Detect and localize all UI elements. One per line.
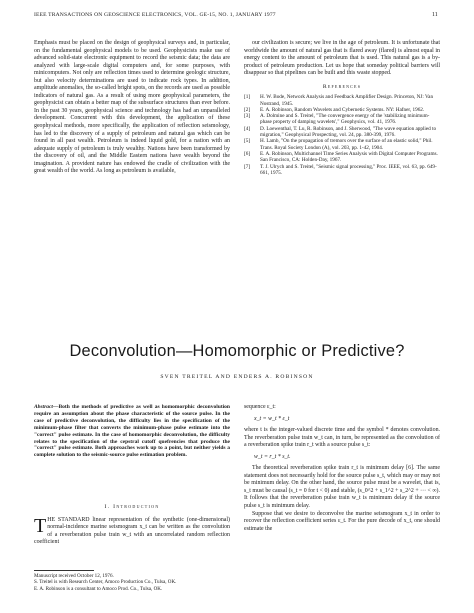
footnote: S. Treitel is with Research Center, Amoco Production Co., Tulsa, OK. [34, 579, 177, 586]
article-authors: SVEN TREITEL AND ENDERS A. ROBINSON [160, 374, 314, 380]
reference-text: E. A. Robinson, Multichannel Time Series Analysis with Digital Computer Programs. San Francisco, CA: Holden-Day, 1967. [260, 150, 438, 164]
reference-text: E. A. Robinson, Random Wavelets and Cybernetic Systems. NY: Hafner, 1962. [260, 106, 425, 113]
footnote-rule [34, 570, 94, 571]
reference-item [244, 151, 440, 164]
abstract-text: —Both the methods of predictive as well as homomorphic deconvolution require an assumption about the phase characteristic of the source pulse. In the case of predictive deconvolution, the difficulty lies in the specification of the minimum-phase filter that converts the minimum-phase pulse estimate into the "correct" pulse estimate. In the case of homomorphic deconvolution, the difficulty relates to the specification of the cepstral cutoff quefrencies that produce the "correct" pulse estimate. Both approaches work up to a point, but neither yields a complete solution to the seismic-source pulse estimation problem. [34, 404, 230, 459]
abstract-paragraph [34, 404, 230, 459]
reference-number: [1] [244, 94, 251, 101]
reference-text: A. Dolmine and S. Treitel, "The convergence energy of the 'stabilizing minimum-phase property of damping wavelets'," Geophysics, vol. 41, 1976. [260, 113, 430, 126]
paragraph: Emphasis must be placed on the design of geophysical surveys and, in particular, on the fundamental geophysical models to be used. Geophysicists make use of advanced solid-state electronic equipment to record the seismic data; the data are analyzed with large-scale digital computers and, for some purposes, with minicomputers. Not only are reflection times used to determine geologic structure, but also velocity determinations are used to indicate rock types. In addition, amplitude anomalies, the so-called bright spots, on the records are used as possible indicators of natural gas. As a result of using more geophysical parameters, the geophysicist can obtain a better map of the subsurface structures than ever before. In the past 30 years, geophysical science and technology has had an unparalleled development. Concurrent with this development, the application of these geophysical methods, more specifically, the application of reflection seismology, has led to the discovery of a supply of petroleum and natural gas which can be found in all past wealth. Petroleum is indeed liquid gold, for a nation with an adequate supply of petroleum is truly wealthy. Nations have been transformed by the discovery of oil, and the Middle Eastern nations have wealth beyond the imagination. A provident nature has endowed the cradle of civilization with the great wealth of the world. As long as petroleum is available, [34, 40, 230, 175]
reference-text: D. Loewenthal, T. Lu, R. Robinson, and J. Sherwood, "The wave equation applied to migration," Geophysical Prospecting, vol. 24, pp. 380-399, 1976. [260, 125, 437, 139]
drop-cap: T [34, 514, 47, 537]
bottom-right-column [244, 404, 440, 533]
introduction-text: HE STANDARD linear representation of the synthetic (one-dimensional) normal-incidence marine seismogram x_t can be written as the convolution of a reverberation pulse train w_t with an uncorrelated random reflection coefficient [34, 516, 230, 546]
introduction-section [34, 494, 230, 547]
reference-item [244, 113, 440, 126]
reference-item [244, 164, 440, 177]
equation: w_t = r_t * s_t. [254, 453, 291, 460]
reference-number: [3] [244, 113, 251, 120]
reference-item [244, 138, 440, 151]
footnotes [34, 573, 230, 592]
reference-text: T. J. Ulrych and S. Treitel, "Seismic signal processing," Proc. IEEE, vol. 63, pp. 649-661, 1975. [260, 163, 437, 176]
reference-number: [2] [244, 106, 251, 113]
page-number: 11 [432, 12, 438, 18]
reference-number: [5] [244, 138, 251, 145]
footnote: E. A. Robinson is a consultant to Amoco Prod. Co., Tulsa, OK. [34, 585, 163, 592]
paragraph: where t is the integer-valued discrete time and the symbol * denotes convolution. The reverberation pulse train w_t can, in turn, be represented as the convolution of a reverberation spike train r_t with a source pulse s_t: [244, 427, 440, 449]
section-heading: I. Introduction [104, 504, 160, 510]
equation: x_t = w_t * ε_t [254, 415, 290, 422]
paragraph: sequence ε_t: [244, 404, 276, 410]
reference-number: [7] [244, 163, 251, 170]
abstract-lead: Abstract [34, 404, 53, 410]
reference-text: H. Lamb, "On the propagation of tremors over the surface of an elastic solid," Phil. Trans. Royal Society London (A), vol. 203, pp. 1-42, 1904. [260, 138, 433, 151]
reference-text: H. W. Bode, Network Analysis and Feedback Amplifier Design. Princeton, NJ: Van Nostrand, 1945. [260, 94, 434, 107]
reference-number: [4] [244, 125, 251, 132]
abstract [34, 404, 230, 459]
introduction-paragraph [34, 514, 230, 547]
footnote: Manuscript received October 12, 1976. [34, 573, 114, 579]
paragraph: The theoretical reverberation spike train r_t is minimum delay [6]. The same statement does not necessarily hold for the source pulse s_t, which may or may not be minimum delay. On the other hand, the source pulse must be a wavelet, that is, s_t must be causal (s_t = 0 for t < 0) and stable, (s_0^2 + s_1^2 + s_2^2 + ··· < ∞). It follows that the reverberation pulse train w_t is minimum delay if the source pulse s_t is minimum delay. [244, 465, 440, 510]
reference-number: [6] [244, 150, 251, 157]
top-right-column [244, 40, 440, 176]
references-heading: References [322, 83, 362, 90]
paragraph: Suppose that we desire to deconvolve the marine seismogram x_t in order to recover the reflection coefficient series ε_t. For the pure decode of x_t, one should estimate the [244, 510, 440, 532]
reference-list [244, 94, 440, 176]
reference-item [244, 94, 440, 107]
running-head: IEEE TRANSACTIONS ON GEOSCIENCE ELECTRONICS, VOL. GE-15, NO. 1, JANUARY 1977 [34, 12, 276, 18]
top-left-column [34, 40, 230, 176]
reference-item [244, 126, 440, 139]
paragraph: our civilization is secure; we live in the age of petroleum. It is unfortunate that worldwide the amount of natural gas that is flared away (flared) is almost equal in energy content to the amount of petroleum that is used. This natural gas is a by-product of petroleum production. Let us hope that someday political barriers will disappear so that pipelines can be built and this waste stopped. [244, 40, 440, 77]
article-title: Deconvolution—Homomorphic or Predictive? [69, 342, 405, 360]
